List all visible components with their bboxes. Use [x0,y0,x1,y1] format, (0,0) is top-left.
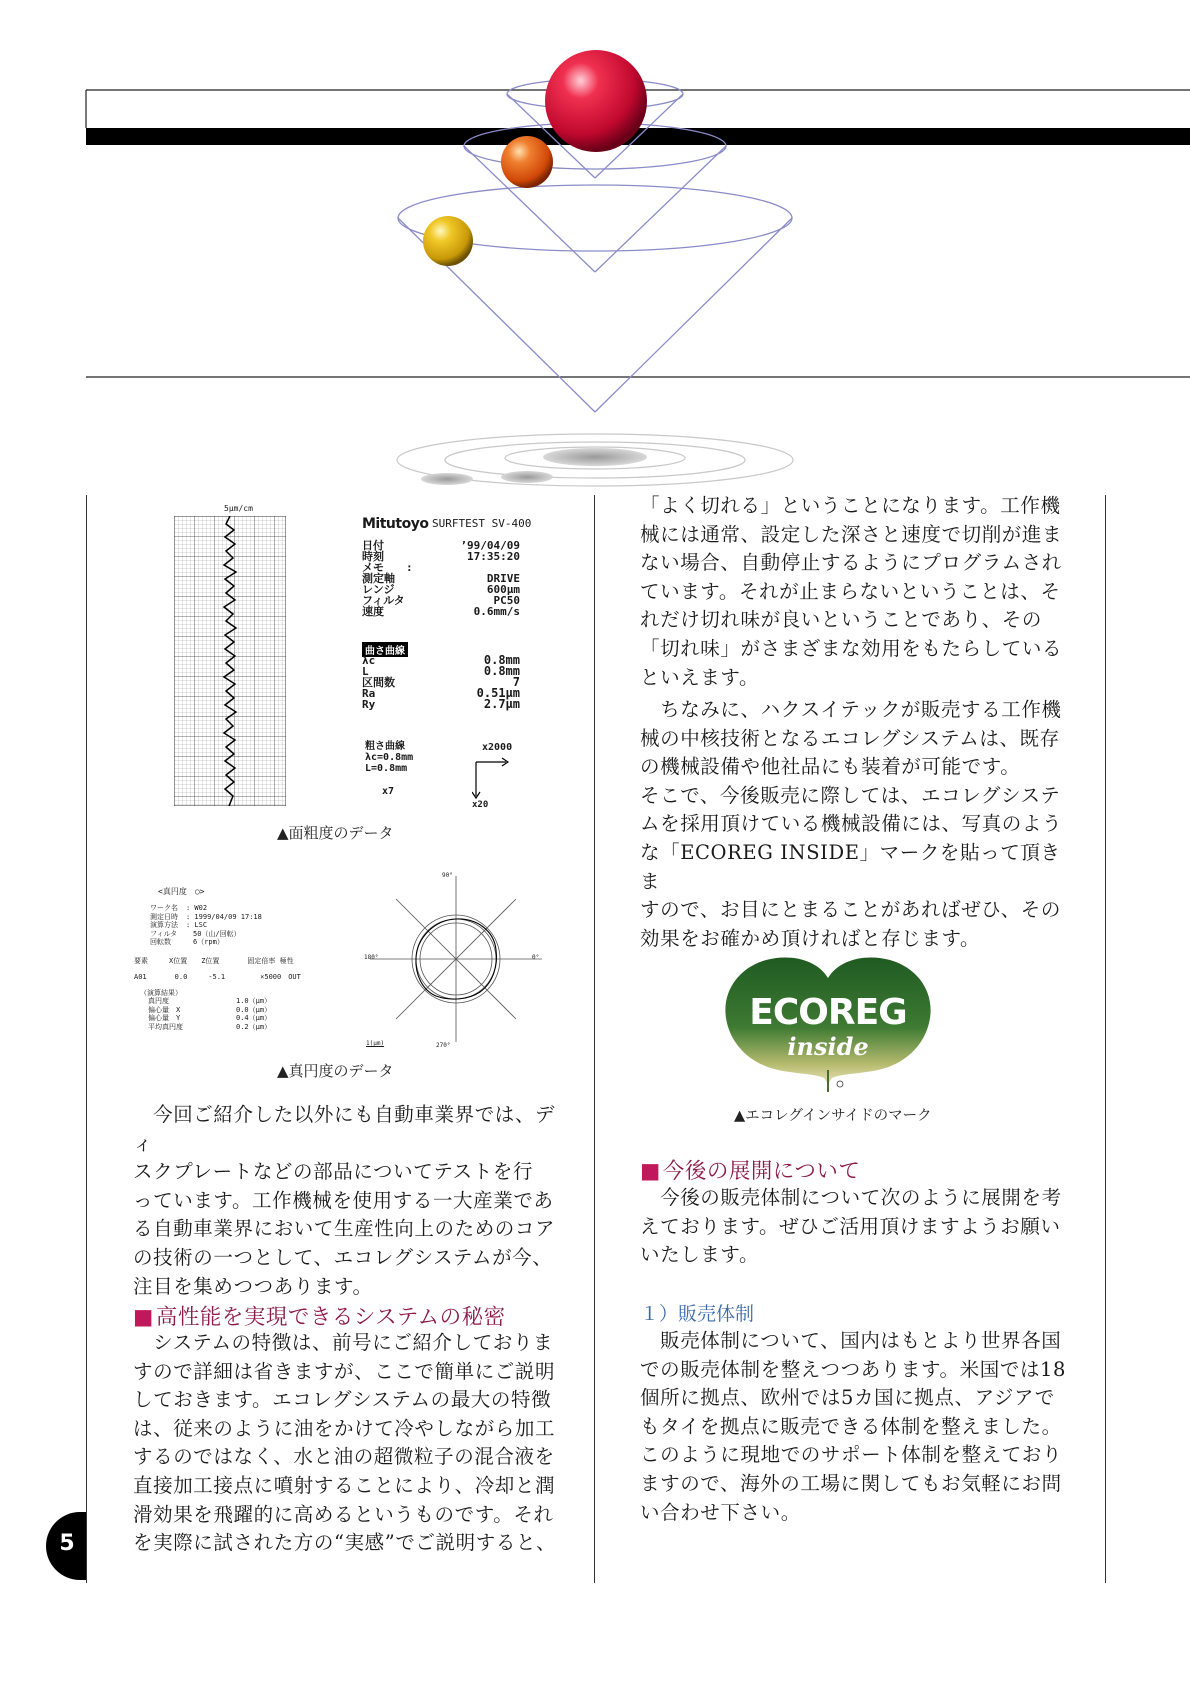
section-heading-secret-text: 高性能を実現できるシステムの秘密 [155,1305,506,1330]
center-column-rule [594,495,595,1583]
roundness-angle-right: 0° [532,954,540,961]
roundness-results-labels: 真円度 偏心量 X 偏心量 Y 平均真円度 [148,997,183,1031]
magnification-arrows [472,756,512,802]
shadow-yellow [421,473,473,485]
logo-caption: ▲エコレグインサイドのマーク [734,1108,932,1124]
section-heading-future-text: 今後の展開について [662,1159,861,1184]
intro-paragraph: 今回ご紹介した以外にも自動車業界では、ディ スクプレートなどの部品についてテストを行 っています。工作機械を使用する一大産業であ る自動車業界において生産性向上のためのコア の技術の一つとして、エコレグシステムが今、 注目を集めつつあります。 [133,1103,556,1298]
roughness-model: SURFTEST SV-400 [432,517,532,530]
right-paragraph-1: 「よく切れる」ということになります。工作機 械には通常、設定した深さと速度で切削が進ま ない場合、自動停止するようにプログラムされ ています。それが止まらないということは、そ れだけ切れ味が良いということであり、その 「切れ味」がさまざまな効用をもたらしている といえます。 [640,494,1063,689]
roundness-caption: ▲真円度のデータ [277,1062,394,1080]
roundness-angle-top: 90° [442,872,453,879]
subheading-sales: １）販売体制 [640,1303,755,1325]
sub-paragraph-sales: 販売体制について、国内はもとより世界各国 での販売体制を整えつつあります。米国では18 個所に拠点、欧州では5カ国に拠点、アジアで もタイを拠点に販売できる体制を整えました。 このように現地でのサポート体制を整えており ますので、海外の工場に関してもお気軽にお問 い合わせ下さい。 [640,1329,1067,1524]
roughness-mag-v: x20 [472,800,489,810]
roughness-figure [170,500,550,810]
shadow-red [543,448,647,466]
roughness-curve-label: 粗さ曲線 λc=0.8mm L=0.8mm [365,741,414,774]
heading-square-icon: ■ [133,1305,154,1330]
right-paragraph-2: ちなみに、ハクスイテックが販売する工作機 械の中核技術となるエコレグシステムは、既存 の機械設備や他社品にも装着が可能です。 そこで、今後販売に際しては、エコレグシステ ムを採用頂けている機械設備には、写真のよう な「ECOREG INSIDE」マークを貼って頂きま すので、お目にとまることがあればぜひ、その 効果をお確かめ頂ければと存じます。 [640,698,1063,950]
roundness-meta-values: : W02 : 1999/04/09 17:18 : LSC 50（山/回転） 6（rpm） [186,904,262,946]
roundness-polar-plot [366,872,546,1050]
roughness-param-labels: λc L 区間数 Ra Ry [362,654,395,711]
roundness-table-row: A01 0.0 -5.1 ×5000 OUT [134,973,301,981]
right-column-rule [1105,495,1106,1583]
roundness-results-title: （演算結果） [140,989,182,997]
roundness-angle-left: 180° [364,954,379,961]
roundness-meta-labels: ワーク名 測定日時 演算方法 フィルタ 回転数 [150,904,178,946]
roughness-field-labels: 日付 時刻 メモ : 測定軸 レンジ フィルタ 速度 [362,539,413,618]
roughness-graph [174,516,286,806]
roughness-mag-x: x7 [382,786,395,797]
section-paragraph-future: 今後の販売体制について次のように展開を考 えております。ぜひご活用頂けますようお願い いたします。 [640,1186,1062,1267]
ecoreg-logo-text: ECOREG [749,992,907,1033]
heading-square-icon: ■ [640,1159,661,1184]
section-heading-secret [133,1300,506,1331]
roundness-title: <真円度 ○> [158,887,205,896]
roundness-figure [130,872,550,1052]
red-sphere [545,50,647,152]
ecoreg-inside-logo [718,952,938,1094]
section-paragraph-secret: システムの特徴は、前号にご紹介しておりま すので詳細は省きますが、ここで簡単にご説明 しておきます。エコレグシステムの最大の特徴 は、従来のように油をかけて冷やしながら加工 するのではなく、水と油の超微粒子の混合液を 直接加工接点に噴射することにより、冷却と潤 滑効果を飛躍的に高めるというものです。それ を実際に試された方の“実感”でご説明すると、 [133,1331,557,1555]
roundness-results-values: 1.0（μm） 0.0（μm） 0.4（μm） 0.2（μm） [236,997,272,1031]
header-graphic [0,0,1190,500]
roundness-scale-note: 1(μm) [366,1040,385,1047]
shadow-orange [501,471,553,483]
roundness-table-header: 要素 X位置 Z位置 固定倍率 極性 [134,957,294,965]
roughness-param-values: 0.8mm 0.8mm 7 0.51μm 2.7μm [476,653,520,711]
orange-sphere [501,136,553,188]
left-column-rule [86,495,87,1583]
roughness-mag-h: x2000 [482,742,513,753]
roughness-field-values: ’99/04/09 17:35:20 DRIVE 600μm PC50 0.6mm/s [460,539,520,618]
roughness-caption: ▲面粗度のデータ [277,824,394,842]
roundness-angle-bottom: 270° [436,1042,451,1049]
roughness-scale-label: 5μm/cm [224,504,253,513]
roughness-brand: Mitutoyo [362,516,429,532]
roughness-section-label: 曲さ曲線 [362,642,408,657]
page-number: 5 [59,1531,75,1556]
ecoreg-logo-subtext: inside [787,1032,869,1061]
cone-spheres-illustration [0,0,1190,500]
section-heading-future [640,1154,860,1185]
yellow-sphere [423,216,473,266]
